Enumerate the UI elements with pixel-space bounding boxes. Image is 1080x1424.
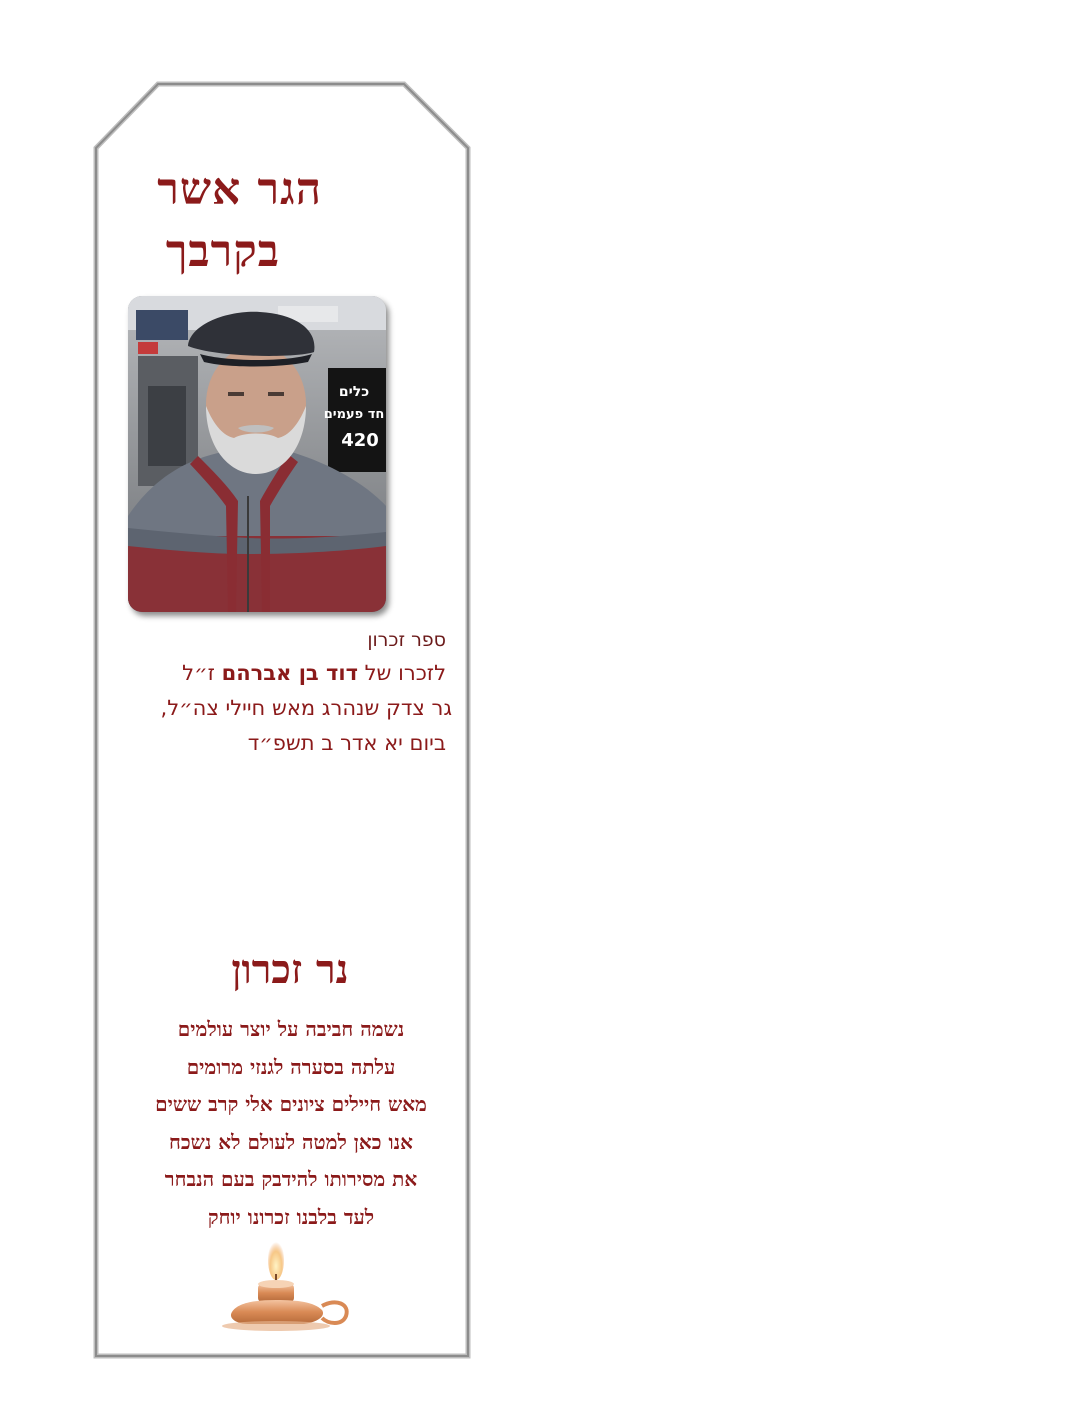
memorial-name-line <box>182 661 446 685</box>
poem-line: אנו כאן למטה לעולם לא נשכח <box>169 1129 413 1154</box>
store-sign-line-1: כלים <box>338 384 370 400</box>
lezichro-text: לזכרו של <box>364 661 446 685</box>
store-sign-line-3: 420 <box>341 430 379 451</box>
candle-lamp-icon <box>218 1238 358 1334</box>
poem-line: נשמה חביבה על יוצר עולמים <box>177 1017 405 1041</box>
poem-line: לעד בלבנו זכרונו יוחק <box>207 1204 375 1229</box>
sefer-zikaron-label: ספר זכרון <box>367 629 446 651</box>
poem-line: עלתה בסערה לגנזי מרומים <box>186 1054 396 1079</box>
deceased-name: דוד בן אברהם <box>221 661 358 685</box>
poem-line: את מסירותו להידבק בעם הנבחר <box>164 1167 418 1191</box>
ner-zikaron-title: נר זכרון <box>231 946 349 993</box>
zl-suffix: ז״ל <box>182 661 215 685</box>
memorial-poem <box>96 1014 486 1239</box>
memorial-date-line: ביום יא אדר ב תשפ״ד <box>247 731 446 755</box>
title-line-1: הגר אשר <box>157 164 322 215</box>
memorial-tzadik-line: גר צדק שנהרג מאש חיילי צה״ל, <box>160 696 452 720</box>
poem-line: מאש חיילים ציונים אלי קרב ששים <box>155 1092 427 1116</box>
store-sign-line-2: חד פעמים <box>323 407 385 422</box>
title-line-2: בקרבך <box>165 226 280 277</box>
portrait-photo <box>128 296 386 612</box>
